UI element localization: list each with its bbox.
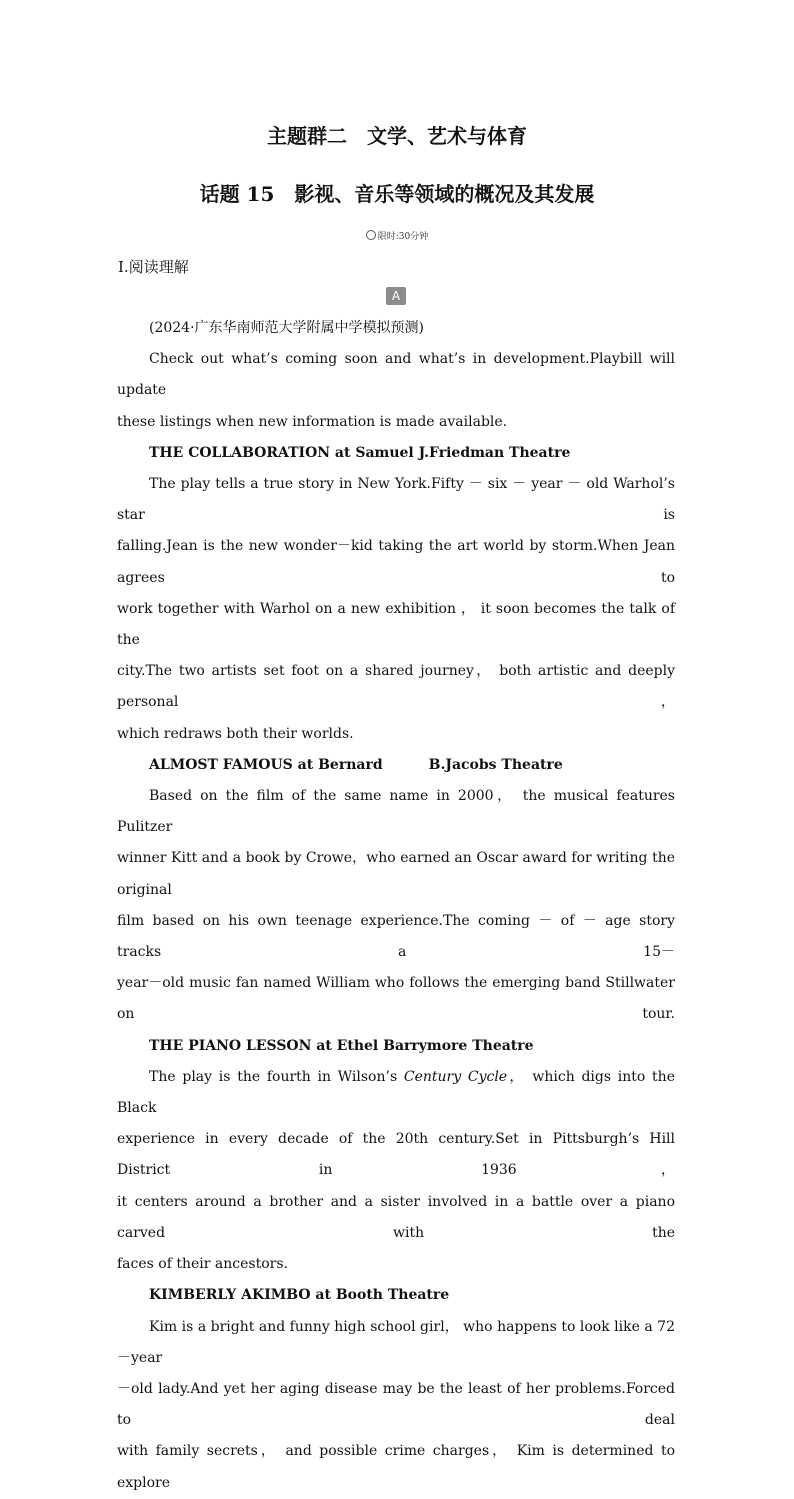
text-line: city.The two artists set foot on a shared journey， both artistic and deeply personal， [117,663,675,711]
text-line: with family secrets， and possible crime charges， Kim is determined to explore [117,1443,675,1491]
text-line: work together with Warhol on a new exhibition ， it soon becomes the talk of the [117,600,675,649]
text-segment: ， which digs into the Black [117,1068,675,1117]
text-line: it centers around a brother and a sister involved in a battle over a piano carved with the [117,1193,675,1241]
section-label: Ⅰ.阅读理解 [118,258,189,276]
group-title: 主题群二 文学、艺术与体育 [267,124,527,148]
text-line: winner Kitt and a book by Crowe，who earned an Oscar award for writing the original [117,850,675,898]
passage-badge: A [386,287,406,305]
text-line: year－old music fan named William who follows the emerging band Stillwater on tour. [117,975,675,1023]
text-line: faces of their ancestors. [117,1256,288,1273]
time-limit-text: 限时:30分钟 [377,232,429,242]
text-line: The play tells a true story in New York.Fifty － six － year － old Warhol’s star is [117,476,675,524]
show-heading-part: B.Jacobs Theatre [428,756,563,773]
text-line: film based on his own teenage experience.The coming － of － age story tracks a 15－ [117,912,675,961]
text-segment: The play is the fourth in Wilson’s [149,1068,404,1085]
show-heading: THE PIANO LESSON at Ethel Barrymore Theatre [149,1037,534,1054]
topic-title: 话题 15 影视、音乐等领域的概况及其发展 [199,182,595,206]
text-line: Based on the film of the same name in 2000， the musical features Pulitzer [117,788,675,836]
time-limit [0,229,794,242]
show-heading [117,750,675,781]
show-heading-part: ALMOST FAMOUS at Bernard [149,756,383,773]
text-line: experience in every decade of the 20th century.Set in Pittsburgh’s Hill District in 1936， [117,1131,675,1179]
text-line: Kim is a bright and funny high school girl， who happens to look like a 72－year [117,1318,675,1366]
intro-line: these listings when new information is made available. [117,413,508,430]
work-title: Century Cycle [403,1068,508,1085]
source-line: (2024·广东华南师范大学附属中学模拟预测) [149,320,425,336]
intro-line: Check out what’s coming soon and what’s in development.Playbill will update [117,351,675,399]
show-heading: KIMBERLY AKIMBO at Booth Theatre [149,1287,450,1304]
text-line: falling.Jean is the new wonder－kid taking the art world by storm.When Jean agrees to [117,538,675,586]
clock-icon [366,230,376,240]
show-heading: THE COLLABORATION at Samuel J.Friedman Theatre [149,444,571,461]
text-line: －old lady.And yet her aging disease may be the least of her problems.Forced to deal [117,1380,675,1429]
text-line: which redraws both their worlds. [117,725,354,742]
passage-body [117,313,675,1499]
text-line [117,1062,675,1124]
